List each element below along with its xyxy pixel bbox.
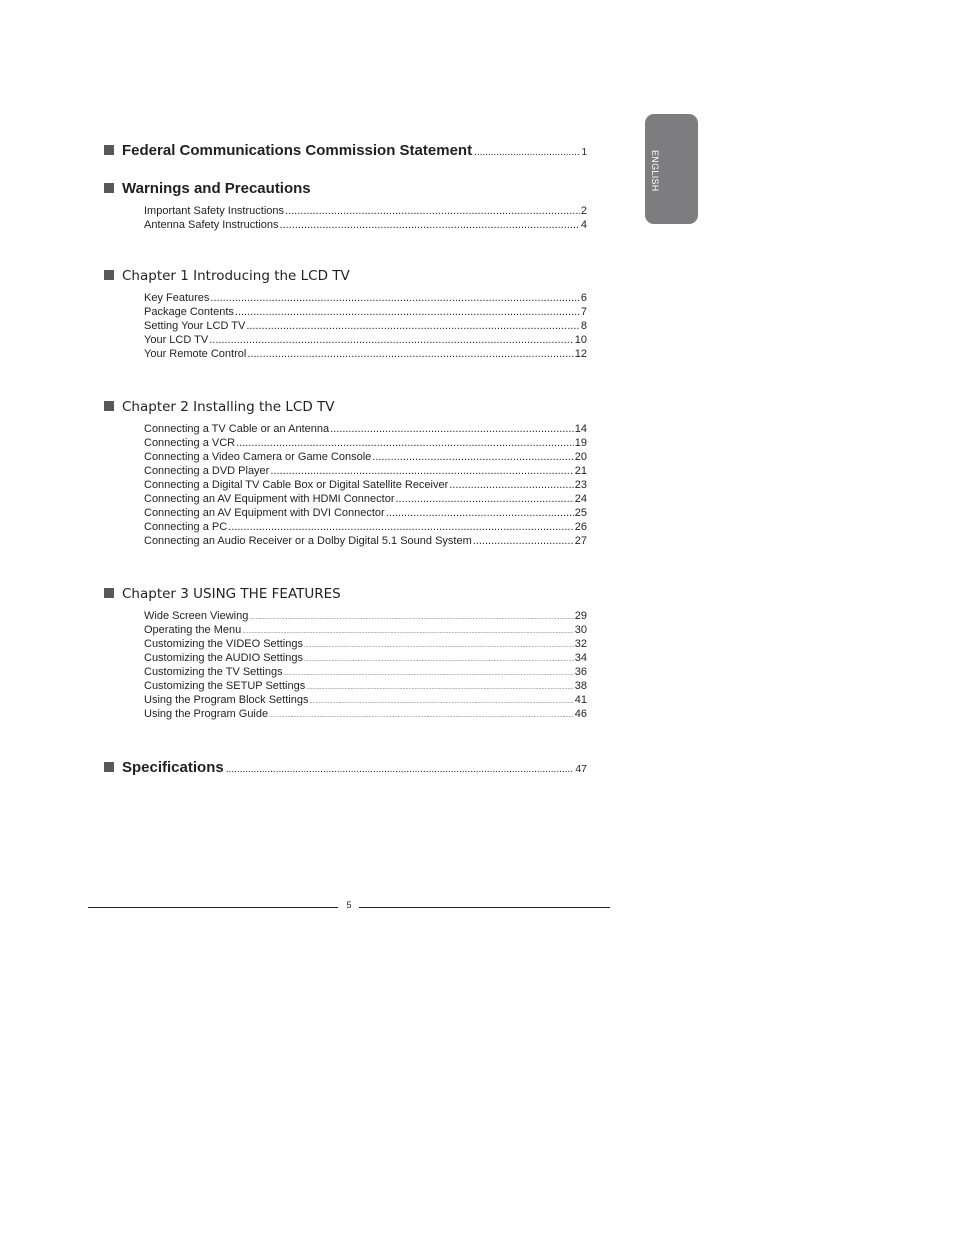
- toc-entry-label: Customizing the SETUP Settings: [144, 680, 306, 692]
- toc-section-fcc: [104, 142, 587, 159]
- dot-leader: [209, 333, 574, 347]
- toc-entry-label: Connecting a TV Cable or an Antenna: [144, 423, 330, 435]
- toc-entry-page: 10: [574, 334, 587, 346]
- toc-entry-page: 23: [574, 479, 587, 491]
- toc-entry-label: Customizing the AUDIO Settings: [144, 652, 303, 664]
- toc-entry[interactable]: [144, 520, 587, 534]
- toc-entry[interactable]: [144, 665, 587, 679]
- toc-entry-page: 30: [574, 624, 587, 636]
- toc-section-chapter-1: [104, 268, 587, 361]
- toc-entry-list: [144, 204, 587, 232]
- toc-entry-label: Connecting an AV Equipment with HDMI Connector: [144, 493, 395, 505]
- toc-entry-page: 46: [574, 708, 587, 720]
- dot-leader: [395, 492, 573, 506]
- toc-entry-label: Connecting a PC: [144, 521, 228, 533]
- toc-entry[interactable]: [144, 347, 587, 361]
- toc-entry-label: Your LCD TV: [144, 334, 209, 346]
- toc-heading-fcc[interactable]: [104, 142, 587, 159]
- toc-heading-title: Warnings and Precautions: [122, 180, 311, 197]
- toc-heading-warnings[interactable]: [104, 180, 587, 197]
- toc-entry-page: 14: [574, 423, 587, 435]
- dot-leader: [304, 639, 574, 651]
- toc-heading-chapter-2[interactable]: [104, 399, 587, 415]
- toc-entry-label: Your Remote Control: [144, 348, 247, 360]
- toc-entry-label: Connecting a DVD Player: [144, 465, 270, 477]
- toc-entry-label: Customizing the TV Settings: [144, 666, 283, 678]
- toc-entry[interactable]: [144, 609, 587, 623]
- dot-leader: [249, 611, 573, 623]
- toc-entry[interactable]: [144, 436, 587, 450]
- toc-entry-list: [144, 609, 587, 721]
- toc-entry[interactable]: [144, 204, 587, 218]
- toc-entry-page: 12: [574, 348, 587, 360]
- toc-entry-page: 6: [580, 292, 587, 304]
- toc-heading-page: 1: [581, 147, 587, 158]
- footer-rule-left: [88, 907, 338, 908]
- toc-entry-page: 27: [574, 535, 587, 547]
- dot-leader: [242, 625, 574, 637]
- dot-leader: [304, 653, 574, 665]
- toc-heading-title: Chapter 3 USING THE FEATURES: [122, 586, 341, 602]
- bullet-square-icon: [104, 762, 114, 772]
- toc-entry-page: 4: [580, 219, 587, 231]
- toc-entry[interactable]: [144, 693, 587, 707]
- toc-entry-page: 21: [574, 465, 587, 477]
- toc-entry-label: Connecting a VCR: [144, 437, 236, 449]
- toc-entry-page: 29: [574, 610, 587, 622]
- toc-entry-page: 8: [580, 320, 587, 332]
- dot-leader: [246, 319, 580, 333]
- dot-leader: [386, 506, 574, 520]
- dot-leader: [236, 436, 574, 450]
- toc-entry-label: Package Contents: [144, 306, 234, 318]
- toc-entry-label: Connecting an AV Equipment with DVI Connector: [144, 507, 385, 519]
- toc-entry-label: Using the Program Guide: [144, 708, 269, 720]
- toc-heading-title: Chapter 2 Installing the LCD TV: [122, 399, 335, 415]
- dot-leader: [210, 291, 579, 305]
- toc-entry[interactable]: [144, 319, 587, 333]
- dot-leader: [284, 667, 574, 679]
- dot-leader: [228, 520, 574, 534]
- footer-page-number: 5: [346, 900, 352, 910]
- dot-leader: [474, 147, 579, 158]
- toc-entry-label: Setting Your LCD TV: [144, 320, 246, 332]
- bullet-square-icon: [104, 588, 114, 598]
- toc-entry-label: Connecting a Digital TV Cable Box or Digital Satellite Receiver: [144, 479, 449, 491]
- dot-leader: [372, 450, 573, 464]
- language-tab: [645, 114, 698, 224]
- toc-entry-page: 20: [574, 451, 587, 463]
- dot-leader: [306, 681, 574, 693]
- toc-section-specifications: [104, 759, 587, 776]
- bullet-square-icon: [104, 183, 114, 193]
- toc-heading-title: Specifications: [122, 759, 224, 776]
- toc-entry-page: 25: [574, 507, 587, 519]
- toc-entry[interactable]: [144, 651, 587, 665]
- bullet-square-icon: [104, 270, 114, 280]
- toc-entry-label: Antenna Safety Instructions: [144, 219, 279, 231]
- toc-entry-page: 24: [574, 493, 587, 505]
- toc-entry[interactable]: [144, 464, 587, 478]
- bullet-square-icon: [104, 145, 114, 155]
- dot-leader: [285, 204, 580, 218]
- toc-section-chapter-3: [104, 586, 587, 721]
- toc-entry-label: Key Features: [144, 292, 210, 304]
- dot-leader: [309, 695, 573, 707]
- toc-entry[interactable]: [144, 492, 587, 506]
- dot-leader: [235, 305, 580, 319]
- toc-entry-page: 36: [574, 666, 587, 678]
- toc-entry[interactable]: [144, 679, 587, 693]
- dot-leader: [280, 218, 580, 232]
- toc-entry-page: 2: [580, 205, 587, 217]
- toc-entry[interactable]: [144, 707, 587, 721]
- dot-leader: [269, 709, 574, 721]
- toc-entry-page: 32: [574, 638, 587, 650]
- toc-heading-title: Chapter 1 Introducing the LCD TV: [122, 268, 350, 284]
- toc-heading-title: Federal Communications Commission Statement: [122, 142, 473, 159]
- toc-heading-chapter-1[interactable]: [104, 268, 587, 284]
- toc-entry-label: Operating the Menu: [144, 624, 242, 636]
- dot-leader: [473, 534, 574, 548]
- toc-entry[interactable]: [144, 637, 587, 651]
- footer-rule-right: [359, 907, 610, 908]
- toc-entry-list: [144, 291, 587, 361]
- toc-entry[interactable]: [144, 291, 587, 305]
- toc-entry-page: 26: [574, 521, 587, 533]
- toc-entry[interactable]: [144, 305, 587, 319]
- toc-heading-specifications[interactable]: [104, 759, 587, 776]
- toc-heading-page: 47: [575, 763, 587, 775]
- toc-heading-chapter-3[interactable]: [104, 586, 587, 602]
- toc-entry[interactable]: [144, 450, 587, 464]
- toc-entry[interactable]: [144, 534, 587, 548]
- toc-entry-label: Using the Program Block Settings: [144, 694, 309, 706]
- toc-entry-label: Wide Screen Viewing: [144, 610, 249, 622]
- toc-entry[interactable]: [144, 422, 587, 436]
- toc-entry-list: [144, 422, 587, 548]
- bullet-square-icon: [104, 401, 114, 411]
- toc-entry[interactable]: [144, 333, 587, 347]
- toc-entry-label: Connecting an Audio Receiver or a Dolby Digital 5.1 Sound System: [144, 535, 472, 547]
- toc-entry[interactable]: [144, 506, 587, 520]
- toc-entry-label: Important Safety Instructions: [144, 205, 285, 217]
- dot-leader: [449, 478, 573, 492]
- toc-entry-page: 19: [574, 437, 587, 449]
- dot-leader: [330, 422, 574, 436]
- toc-entry-page: 34: [574, 652, 587, 664]
- toc-entry-label: Connecting a Video Camera or Game Console: [144, 451, 372, 463]
- toc-section-warnings: [104, 180, 587, 232]
- toc-section-chapter-2: [104, 399, 587, 548]
- dot-leader: [270, 464, 573, 478]
- toc-entry-page: 38: [574, 680, 587, 692]
- toc-entry-page: 41: [574, 694, 587, 706]
- toc-entry[interactable]: [144, 218, 587, 232]
- dot-leader: [247, 347, 573, 361]
- toc-entry-page: 7: [580, 306, 587, 318]
- toc-entry[interactable]: [144, 478, 587, 492]
- dot-leader: [226, 764, 574, 775]
- language-tab-label: ENGLISH: [650, 150, 660, 192]
- toc-entry-label: Customizing the VIDEO Settings: [144, 638, 303, 650]
- toc-entry[interactable]: [144, 623, 587, 637]
